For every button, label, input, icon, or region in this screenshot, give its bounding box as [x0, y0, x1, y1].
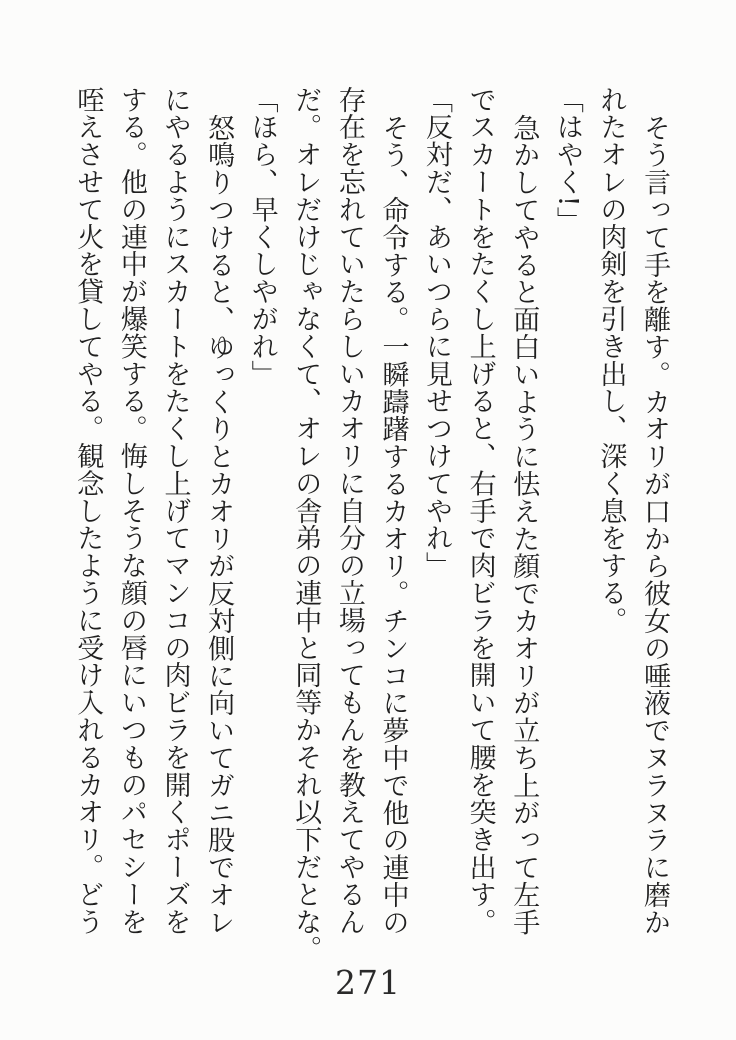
- text-column-10: 「ほら、早くしやがれ」: [246, 86, 278, 388]
- page-number: 271: [335, 963, 401, 1002]
- text-column-14: 咥えさせて火を貸してやる。観念したように受け入れるカオリ。どう: [72, 86, 104, 936]
- text-column-11: 怒鳴りつけると、ゆっくりとカオリが反対側に向いてガニ股でオレ: [203, 113, 235, 936]
- text-columns: [66, 86, 676, 966]
- text-column-1: そう言って手を離す。カオリが口から彼女の唾液でヌラヌラに磨か: [639, 113, 670, 936]
- text-column-4: 急かしてやると面白いように怯えた顔でカオリが立ち上がって左手: [508, 113, 540, 936]
- text-column-9: だ。オレだけじゃなくて、オレの舎弟の連中と同等かそれ以下だとな。: [290, 86, 322, 963]
- text-column-2: れたオレの肉剣を引き出し、深く息をする。: [595, 86, 627, 634]
- text-column-5: でスカートをたくし上げると、右手で肉ビラを開いて腰を突き出す。: [464, 86, 496, 936]
- text-column-13: する。他の連中が爆笑する。悔しそうな顔の唇にいつものパセシーを: [115, 86, 147, 936]
- text-column-6: 「反対だ、あいつらに見せつけてやれ」: [421, 86, 453, 580]
- text-column-12: にやるようにスカートをたくし上げてマンコの肉ビラを開くポーズを: [159, 86, 191, 936]
- text-column-7: そう、命令する。一瞬躊躇するカオリ。チンコに夢中で他の連中の: [377, 113, 409, 936]
- text-column-8: 存在を忘れていたらしいカオリに自分の立場ってもんを教えてやるん: [333, 86, 365, 936]
- text-column-3: 「はやく!」: [551, 86, 583, 235]
